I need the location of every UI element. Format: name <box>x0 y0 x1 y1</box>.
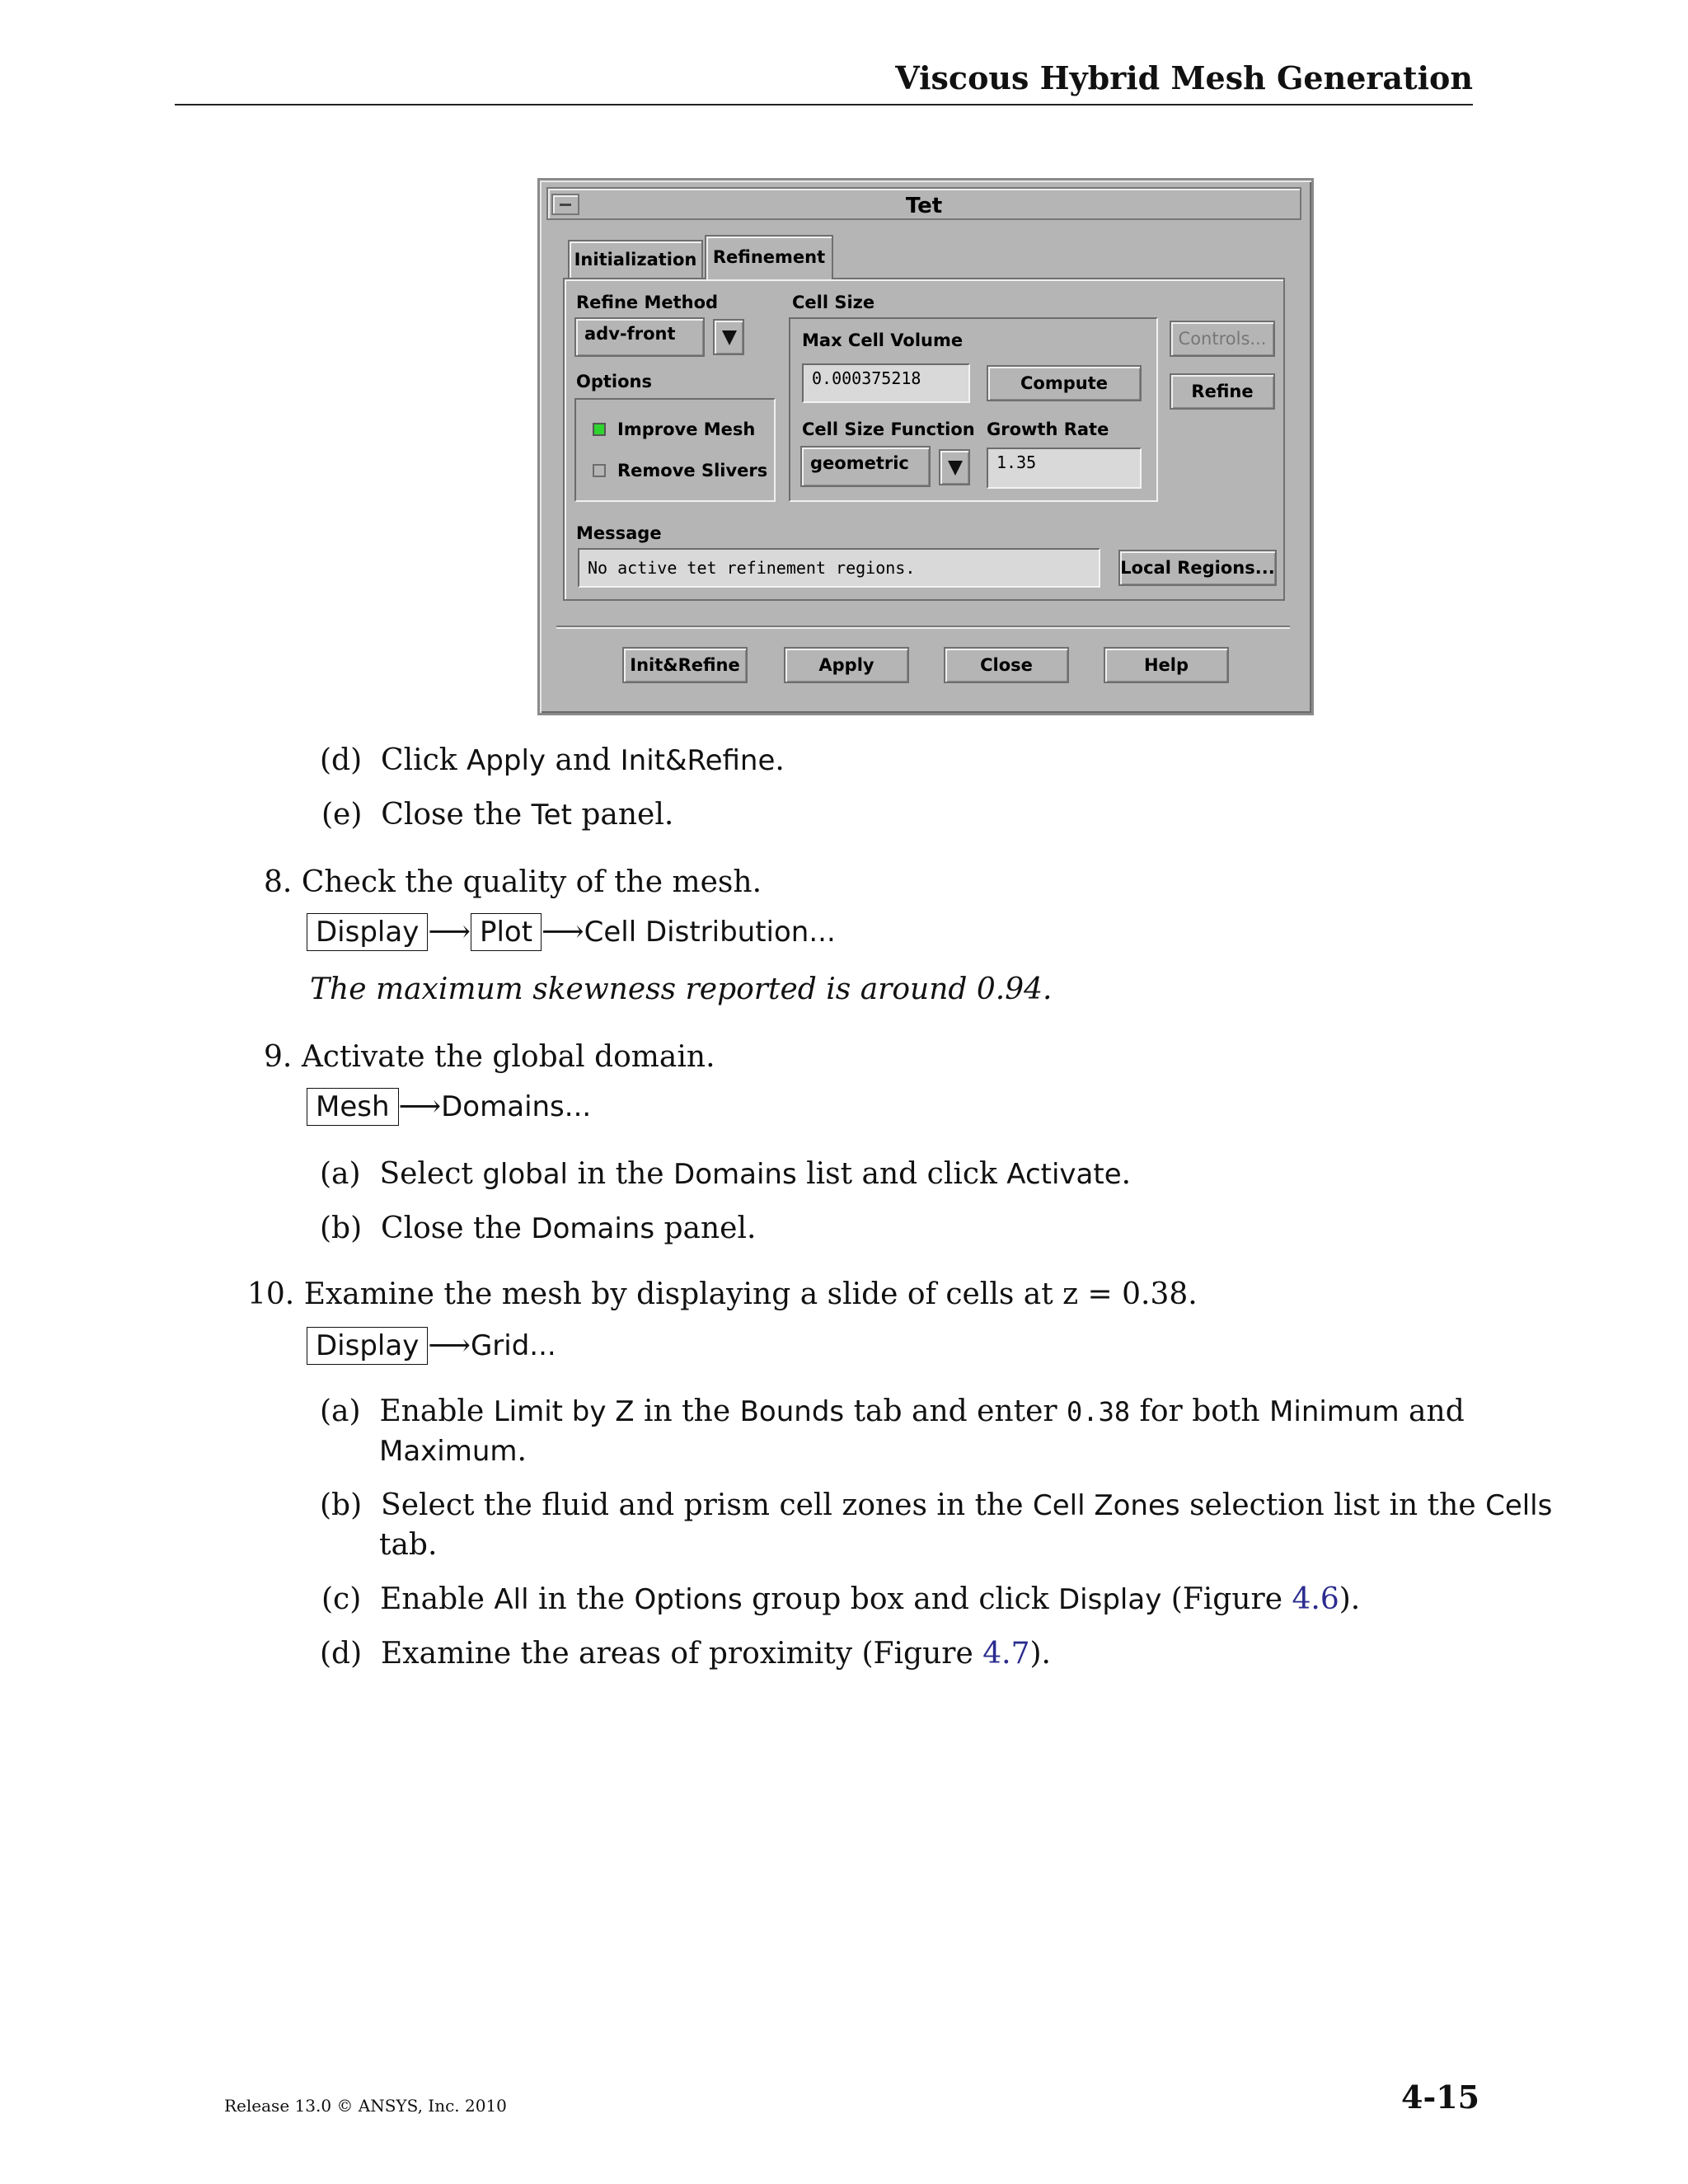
improve-mesh-checkbox[interactable] <box>593 423 606 436</box>
tet-dialog <box>537 178 1314 715</box>
step-e-close: (e) Close the Tet panel. <box>321 798 674 832</box>
cell-size-label: Cell Size <box>792 293 875 312</box>
growth-rate-label: Growth Rate <box>987 419 1109 439</box>
message-label: Message <box>576 523 662 543</box>
step-10a: (a) Enable Limit by Z in the Bounds tab and enter 0.38 for both Minimum and <box>320 1394 1465 1428</box>
step-8: 8. Check the quality of the mesh. <box>264 865 762 899</box>
cell-distribution-item[interactable]: Cell Distribution... <box>584 916 836 949</box>
step-9a: (a) Select global in the Domains list and click Activate. <box>320 1157 1132 1191</box>
compute-button[interactable]: Compute <box>987 365 1142 401</box>
page-number: 4-15 <box>1401 2079 1480 2116</box>
growth-rate-input[interactable]: 1.35 <box>987 448 1142 489</box>
dropdown-arrow-icon[interactable] <box>939 449 970 485</box>
figure-link-4-7[interactable]: 4.7 <box>982 1637 1030 1671</box>
max-cell-volume-input[interactable]: 0.000375218 <box>802 363 970 403</box>
refine-method-label: Refine Method <box>576 293 719 312</box>
step-d-apply: (d) Click Apply and Init&Refine. <box>320 743 785 777</box>
cell-size-function-label: Cell Size Function <box>802 419 975 439</box>
step-10c: (c) Enable All in the Options group box and click Display (Figure 4.6). <box>321 1582 1361 1616</box>
step-10b-cont: tab. <box>379 1528 438 1562</box>
dropdown-arrow-icon[interactable] <box>713 319 744 355</box>
running-header <box>175 58 1473 105</box>
remove-slivers-label: Remove Slivers <box>617 461 768 480</box>
tab-initialization[interactable]: Initialization <box>568 240 703 279</box>
refine-method-select[interactable]: adv-front <box>574 317 705 357</box>
step-10: 10. Examine the mesh by displaying a slide of cells at z = 0.38. <box>247 1277 1198 1311</box>
figure-link-4-6[interactable]: 4.6 <box>1292 1582 1339 1616</box>
max-cell-volume-label: Max Cell Volume <box>802 330 964 350</box>
step-9b: (b) Close the Domains panel. <box>320 1212 757 1245</box>
remove-slivers-checkbox[interactable] <box>593 464 606 477</box>
menu-path-domains: Mesh ⟶Domains... <box>307 1090 591 1123</box>
display-menu[interactable]: Display <box>307 1327 428 1365</box>
grid-item[interactable]: Grid... <box>470 1329 556 1362</box>
separator <box>556 626 1290 629</box>
step-10d: (d) Examine the areas of proximity (Figure 4.7). <box>320 1637 1051 1671</box>
cell-size-group <box>789 317 1158 502</box>
close-button[interactable]: Close <box>944 647 1069 683</box>
refine-button[interactable]: Refine <box>1170 373 1275 410</box>
menu-path-grid: Display ⟶Grid... <box>307 1329 556 1362</box>
display-menu[interactable]: Display <box>307 913 428 951</box>
improve-mesh-label: Improve Mesh <box>617 419 756 439</box>
message-output: No active tet refinement regions. <box>578 548 1100 588</box>
cell-size-function-select[interactable]: geometric <box>800 446 931 487</box>
controls-button[interactable]: Controls... <box>1170 321 1275 357</box>
footer-release: Release 13.0 © ANSYS, Inc. 2010 <box>224 2096 507 2116</box>
apply-button[interactable]: Apply <box>784 647 909 683</box>
step-10a-cont: Maximum. <box>379 1434 527 1468</box>
tab-refinement[interactable]: Refinement <box>705 235 833 279</box>
skewness-note: The maximum skewness reported is around 0.94. <box>310 972 1053 1006</box>
step-10b: (b) Select the fluid and prism cell zones in the Cell Zones selection list in the Cells <box>320 1488 1553 1522</box>
header-title: Viscous Hybrid Mesh Generation <box>895 59 1473 96</box>
plot-menu[interactable]: Plot <box>471 913 542 951</box>
local-regions-button[interactable]: Local Regions... <box>1118 550 1277 586</box>
init-refine-button[interactable]: Init&Refine <box>622 647 748 683</box>
step-9: 9. Activate the global domain. <box>264 1040 715 1074</box>
refinement-panel <box>563 278 1285 601</box>
domains-item[interactable]: Domains... <box>441 1090 592 1123</box>
title-bar[interactable] <box>546 187 1301 220</box>
options-label: Options <box>576 372 652 391</box>
options-group <box>574 398 776 502</box>
mesh-menu[interactable]: Mesh <box>307 1088 399 1126</box>
dialog-title: Tet <box>905 194 943 218</box>
menu-path-plot: Display ⟶ Plot ⟶Cell Distribution... <box>307 915 836 949</box>
help-button[interactable]: Help <box>1104 647 1229 683</box>
